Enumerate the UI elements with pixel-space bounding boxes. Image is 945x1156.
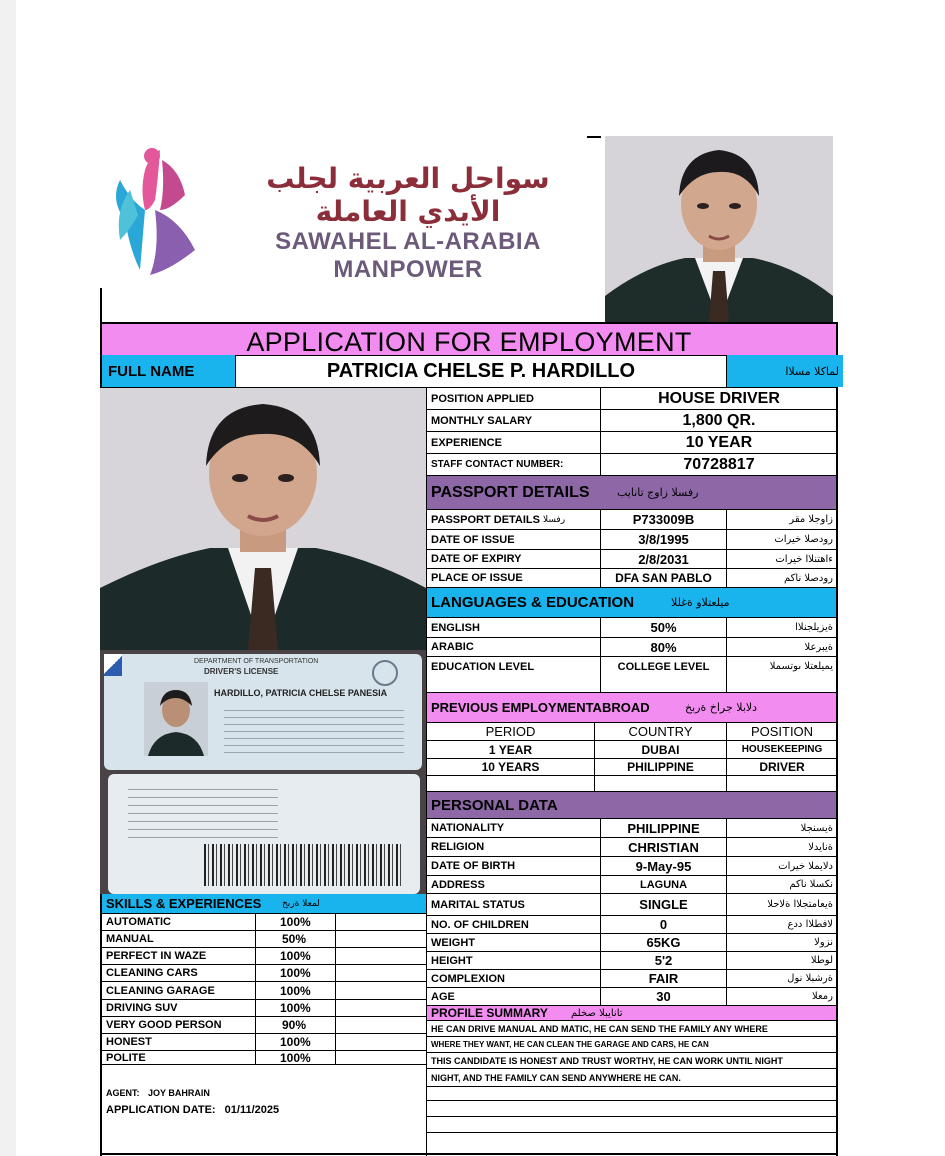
applicant-photo-main: [100, 388, 426, 650]
section-title-arabic: رفسلا زاوج تانايب: [617, 486, 699, 499]
previous-employment-columns: [427, 723, 836, 741]
job-row: [427, 388, 836, 410]
profile-empty-line: [427, 1133, 836, 1155]
skill-value: 100%: [255, 982, 335, 999]
form-left-border-top: [100, 288, 102, 324]
personal-arabic: رمعلا: [726, 988, 837, 1005]
language-arabic: يميلعتلا ىوتسملا: [726, 657, 837, 692]
skill-empty: [335, 931, 428, 947]
job-label: STAFF CONTACT NUMBER:: [431, 459, 564, 470]
section-title-arabic: ميلعتلاو ةغللا: [671, 596, 730, 609]
language-arabic: ةيزيلجنلاا: [726, 618, 837, 637]
personal-row: [427, 857, 836, 876]
person-portrait-icon: [605, 136, 833, 322]
personal-label: WEIGHT: [431, 936, 475, 949]
passport-value: 3/8/1995: [600, 530, 726, 549]
form-bottom-border-right: [426, 1153, 838, 1155]
section-title: SKILLS & EXPERIENCES: [106, 896, 262, 911]
skill-row: [102, 914, 426, 931]
profile-line: [427, 1053, 836, 1069]
skill-row: [102, 931, 426, 948]
personal-row: [427, 819, 836, 838]
personal-label: AGE: [431, 990, 455, 1003]
profile-line: [427, 1021, 836, 1037]
skill-empty: [335, 1000, 428, 1016]
right-column: [426, 388, 838, 1156]
previous-employment-row: [427, 741, 836, 759]
language-arabic: ةيبرعلا: [726, 638, 837, 656]
skill-label: VERY GOOD PERSON: [106, 1019, 222, 1031]
skill-empty: [335, 948, 428, 964]
passport-row: [427, 510, 836, 530]
profile-empty-line: [427, 1101, 836, 1117]
skill-empty: [335, 1051, 428, 1064]
column-header: PERIOD: [485, 724, 536, 739]
personal-value: LAGUNA: [600, 876, 726, 893]
agent-value: JOY BAHRAIN: [148, 1088, 210, 1098]
personal-row: [427, 934, 836, 952]
personal-row: [427, 894, 836, 916]
language-row: [427, 638, 836, 657]
skills-header: [102, 894, 426, 914]
license-barcode: [204, 844, 404, 886]
profile-text: HE CAN DRIVE MANUAL AND MATIC, HE CAN SEND THE FAMILY ANY WHERE: [431, 1023, 768, 1034]
column-header: POSITION: [726, 723, 837, 740]
language-label: ARABIC: [431, 641, 474, 653]
personal-label: COMPLEXION: [431, 972, 505, 985]
personal-arabic: ةيسنجلا: [726, 819, 837, 837]
languages-section-header: [427, 588, 836, 618]
passport-row: [427, 530, 836, 550]
empty-cell: [594, 776, 726, 791]
personal-value: SINGLE: [600, 894, 726, 915]
language-row: [427, 618, 836, 638]
job-value: 70728817: [600, 454, 837, 475]
section-title: PROFILE SUMMARY: [431, 1006, 548, 1020]
personal-arabic: ةنايدلا: [726, 838, 837, 856]
company-logo: [100, 140, 600, 290]
personal-label: NO. OF CHILDREN: [431, 918, 529, 931]
logo-figure-icon: [100, 140, 210, 280]
personal-row: [427, 970, 836, 988]
skill-value: 100%: [255, 914, 335, 930]
license-holder-name: HARDILLO, PATRICIA CHELSE PANESIA: [214, 688, 388, 698]
previous-employment-row: [427, 759, 836, 776]
job-row: [427, 410, 836, 432]
agent-line: [106, 1088, 210, 1098]
license-text-lines: [224, 704, 404, 754]
form-bottom-border: [102, 1153, 426, 1155]
personal-arabic: نكسلا ناكم: [726, 876, 837, 893]
language-row: [427, 657, 836, 693]
job-value: HOUSE DRIVER: [600, 388, 837, 409]
personal-row: [427, 916, 836, 934]
personal-value: PHILIPPINE: [600, 819, 726, 837]
skill-value: 50%: [255, 931, 335, 947]
skill-value: 100%: [255, 1034, 335, 1050]
flag-icon: [104, 654, 122, 676]
page-edge: [0, 0, 16, 1156]
empty-cell: [726, 776, 837, 791]
personal-label: RELIGION: [431, 841, 485, 853]
employment-period: 10 YEARS: [481, 760, 540, 774]
section-title-arabic: دلابلا جراخ ةربخ: [685, 701, 758, 714]
language-value: COLLEGE LEVEL: [600, 657, 726, 692]
employment-country: DUBAI: [594, 741, 726, 758]
previous-employment-header: [427, 693, 836, 723]
column-header: COUNTRY: [594, 723, 726, 740]
person-portrait-icon: [100, 388, 426, 650]
personal-value: FAIR: [600, 970, 726, 987]
license-title: DRIVER'S LICENSE: [204, 667, 279, 676]
personal-value: 9-May-95: [600, 857, 726, 875]
profile-empty-line: [427, 1117, 836, 1133]
skill-row: [102, 1017, 426, 1034]
personal-label: HEIGHT: [431, 954, 473, 967]
personal-arabic: دلايملا خيرات: [726, 857, 837, 875]
license-back-text: [128, 782, 278, 842]
full-name-label: FULL NAME: [102, 355, 236, 387]
personal-label: MARITAL STATUS: [431, 898, 525, 911]
personal-arabic: نزولا: [726, 934, 837, 951]
skill-empty: [335, 1017, 428, 1033]
personal-value: 5'2: [600, 952, 726, 969]
personal-label: NATIONALITY: [431, 822, 505, 834]
skill-empty: [335, 914, 428, 930]
skill-empty: [335, 1034, 428, 1050]
skill-row: [102, 1000, 426, 1017]
profile-line: [427, 1037, 836, 1053]
skill-value: 100%: [255, 948, 335, 964]
passport-value: P733009B: [600, 510, 726, 529]
skill-value: 100%: [255, 965, 335, 981]
employment-country: PHILIPPINE: [594, 759, 726, 775]
skill-value: 90%: [255, 1017, 335, 1033]
application-date-line: [106, 1104, 279, 1116]
section-title: PREVIOUS EMPLOYMENTABROAD: [431, 700, 650, 715]
application-date-label: APPLICATION DATE:: [106, 1104, 216, 1116]
section-title: LANGUAGES & EDUCATION: [431, 594, 635, 611]
job-label: POSITION APPLIED: [431, 392, 534, 405]
section-title-arabic: لمعلا ةربخ: [282, 898, 320, 909]
profile-line: [427, 1069, 836, 1087]
passport-row: [427, 569, 836, 588]
full-name-row: [100, 355, 838, 388]
profile-summary-header: [427, 1006, 836, 1021]
page-title: APPLICATION FOR EMPLOYMENT: [246, 327, 692, 357]
passport-label: DATE OF ISSUE: [431, 533, 515, 546]
passport-label: PASSPORT DETAILS: [431, 513, 540, 526]
skill-value: 100%: [255, 1000, 335, 1016]
license-seal-icon: [372, 660, 398, 686]
application-date-value: 01/11/2025: [224, 1104, 280, 1116]
full-name-arabic: لماكلا مسلاا: [726, 355, 843, 387]
skill-label: HONEST: [106, 1036, 152, 1048]
skill-row: [102, 1034, 426, 1051]
personal-arabic: ةيعامتجلاا ةلاحلا: [726, 894, 837, 915]
job-row: [427, 432, 836, 454]
personal-row: [427, 838, 836, 857]
personal-value: CHRISTIAN: [600, 838, 726, 856]
person-portrait-icon: [144, 682, 208, 756]
driver-license-image: [100, 650, 426, 894]
skill-row: [102, 948, 426, 965]
full-name-value: PATRICIA CHELSE P. HARDILLO: [326, 359, 636, 382]
job-value: 10 YEAR: [600, 432, 837, 453]
skill-empty: [335, 965, 428, 981]
profile-text: THIS CANDIDATE IS HONEST AND TRUST WORTHY, HE CAN WORK UNTIL NIGHT: [431, 1055, 783, 1066]
skill-label: PERFECT IN WAZE: [106, 950, 207, 962]
applicant-photo-top: [605, 136, 833, 322]
logo-arabic-text: سواحل العربية لجلب الأيدي العاملة: [266, 162, 550, 228]
passport-value: 2/8/2031: [600, 550, 726, 568]
passport-arabic: رودصلا ناكم: [726, 569, 837, 587]
passport-label-arabic: رفسلا: [543, 514, 566, 525]
profile-text: WHERE THEY WANT, HE CAN CLEAN THE GARAGE AND CARS, HE CAN: [431, 1040, 709, 1049]
personal-label: ADDRESS: [431, 878, 485, 891]
personal-arabic: ةرشبلا نول: [726, 970, 837, 987]
passport-label: DATE OF EXPIRY: [431, 553, 522, 565]
passport-value: DFA SAN PABLO: [600, 569, 726, 587]
language-value: 80%: [600, 638, 726, 656]
passport-arabic: زاوجلا مقر: [726, 510, 837, 529]
skills-section: [100, 894, 426, 1156]
employment-position: DRIVER: [726, 759, 837, 775]
divider-mark: [587, 136, 601, 138]
skill-label: CLEANING GARAGE: [106, 984, 215, 997]
skill-label: AUTOMATIC: [106, 916, 171, 928]
previous-employment-empty-row: [427, 776, 836, 792]
personal-row: [427, 876, 836, 894]
language-label: ENGLISH: [431, 621, 480, 634]
license-card-back: [108, 774, 420, 894]
skill-value: 100%: [255, 1051, 335, 1064]
job-label: MONTHLY SALARY: [431, 414, 533, 427]
passport-arabic: ءاهتنلاا خيرات: [726, 550, 837, 568]
section-title-arabic: تانايبلا صخلم: [571, 1007, 623, 1019]
personal-value: 0: [600, 916, 726, 933]
license-agency: DEPARTMENT OF TRANSPORTATION: [194, 658, 319, 665]
job-row: [427, 454, 836, 476]
skill-label: MANUAL: [106, 933, 154, 945]
form-title-bar: [100, 322, 838, 356]
personal-arabic: لافطلاا ددع: [726, 916, 837, 933]
license-card-front: [104, 654, 422, 770]
personal-row: [427, 952, 836, 970]
personal-row: [427, 988, 836, 1006]
employment-position: HOUSEKEEPING: [726, 741, 837, 758]
personal-data-header: [427, 792, 836, 819]
skill-row: [102, 982, 426, 1000]
license-photo: [144, 682, 208, 756]
employment-period: 1 YEAR: [488, 742, 533, 757]
skill-empty: [335, 982, 428, 999]
personal-value: 65KG: [600, 934, 726, 951]
skill-row: [102, 965, 426, 982]
language-value: 50%: [600, 618, 726, 637]
section-title: PERSONAL DATA: [431, 796, 558, 814]
personal-label: DATE OF BIRTH: [431, 860, 516, 872]
passport-arabic: رودصلا خيرات: [726, 530, 837, 549]
personal-value: 30: [600, 988, 726, 1005]
profile-text: NIGHT, AND THE FAMILY CAN SEND ANYWHERE HE CAN.: [431, 1072, 681, 1083]
section-title: PASSPORT DETAILS: [431, 483, 590, 501]
job-label: EXPERIENCE: [431, 436, 502, 449]
skill-label: DRIVING SUV: [106, 1002, 178, 1014]
skill-row: [102, 1051, 426, 1065]
skill-label: POLITE: [106, 1051, 146, 1064]
personal-arabic: لوطلا: [726, 952, 837, 969]
profile-empty-line: [427, 1087, 836, 1101]
passport-row: [427, 550, 836, 569]
job-value: 1,800 QR.: [600, 410, 837, 431]
skill-label: CLEANING CARS: [106, 967, 198, 979]
agent-label: AGENT:: [106, 1088, 140, 1098]
passport-section-header: [427, 476, 836, 510]
passport-label: PLACE OF ISSUE: [431, 572, 523, 584]
logo-english-text: SAWAHEL AL-ARABIA MANPOWER: [275, 228, 541, 283]
language-label: EDUCATION LEVEL: [431, 661, 535, 673]
